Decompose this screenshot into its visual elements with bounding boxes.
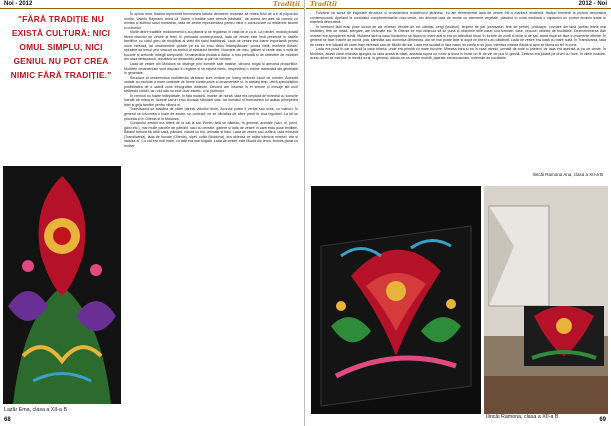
right-page — [306, 0, 611, 426]
paragraph: Structura și ornamentica mobilierului țărănesc sunt unitare pe întreg teritoriul locuit de români. Această unitate nu exclude o mare varietate de forme constructive și ornamentale și, în același timp, oferă specialiștilor posibilitatea de a stabili zone etnografice distincte. Decorul are înscrise în el semne și mesaje ale unei străvechi culturi, iar rolul său nu este doar estetic, ci și protector. — [124, 75, 298, 94]
paragraph: Transilvania se stabilea de către părinții viitorilor tineri. Acordul putea fi verbal sau scris, cu martori. În general se întocmea o foaie de zestre, un contract, ce se oficializa de către preot în ziua logodnei. La fel se proceda și în Oltenia și în Moldova. — [124, 107, 298, 121]
image-caption: Ilincăi Ramona, clasa a XII-a B — [486, 414, 559, 420]
header-issue: 2012 - Noi — [578, 1, 607, 7]
left-page-header — [0, 0, 304, 9]
room-illustration — [484, 186, 608, 414]
paragraph: În vremuri nu foarte îndepărtate, în fața noastră, înainte de nuntă, lada era umplută de mireasă cu lucrurile lucrate de mâna ei. Aceste lucruri erau dovada hărniciei sale, iar numărul și frumusețea lor arătau priceperea fetei și grija familiei pentru viitorul ei. — [124, 93, 298, 107]
paragraph: Lada era pusă în car și dusă la casa mirelui, unde era primită cu mare bucurie. Mireasa intra și ea în casa mirelui, urmată de rude și prieteni, iar lada era așezată la loc de cinste. În Moldova, atunci când mireasa ajungea cu lada acasă la băiat, aceasta rupea un colac și ținea în brațe un fir de vin de pus în grindă. Zestrea era jucată pe drum cu hore. În zilele noastre, acest obicei se mai ține în mediul rural, în general, dându-se ca zestre mobilă, aparate electrocasnice, ustensile de bucătărie. — [310, 47, 606, 61]
author-signature: Ilincăi Ramona Ana, clasa a XII-a B — [532, 172, 603, 177]
paragraph: Lada de zestre din Moldova se distinge prin formele sale masive, decorul bogat și armonia proporțiilor. Motivele ornamentale sunt dispuse în registre și se repetă ritmic, respectând o ordine transmisă din generație în generație. — [124, 62, 298, 76]
right-page-header — [306, 0, 611, 9]
page-number: 68 — [4, 417, 11, 423]
paragraph: În interiorul lăzii erau puse lucruri de ale miresei, fiecare de ea: cămăși, cergi (țesături), lenjerie de pat (cearșafuri, fețe de perne), prosoape, covoare din lână (aveau fetele mai înstărite), fețe de masă, ștergare, ațe înrămate etc. În Oltenia se mai obișnuia să se pună și obiectele utile casei nou-formate: vase, ceaune, obiecte de bucătărie. Dezmembrarea lăzii miresei era apropierea nunții. Mutarea lăzii la casa încuscrilor se făcea cu mare alai și era un adevărat ritual. În funcție de zonă și chiar și de sat, acest ritual se face în momente diferite. În general se face înainte de nuntă, joia, sâmbăta sau duminica dimineața, dar se mai poate face și după ce tinerii s-au căsătorit. Lada de zestre era luată cu mare suită. În Transilvania, lada de zestre era ridicată de câtre frații mireasei sau de flăcăii din sat. Lada era scoasă în fața casei, se cânta și se juca, mireasa cinstea flăcăii și apoi se făcea un fel în curte. — [310, 24, 606, 47]
image-caption: Lazăr Ema, clasa a XII-a B — [4, 407, 68, 413]
painted-chest-illustration — [311, 186, 481, 414]
folk-motif-illustration — [3, 166, 121, 404]
right-article-body — [310, 11, 606, 131]
paragraph: Multe dintre tradițiile moldovenești s-au păstrat și se regăsesc în viața de zi cu zi. La români, mobila pictată făcea obiectul de zestre al fetei. În perioada contemporană, lada de zestre este încă prezentă în casele familiilor, cu ciclul greu de modificat al vieții din satul tradițional. Lada de zestre era foarte importantă pentru orice mireasă, iar ornamentele pictate pe ea nu erau deloc întâmplătoare: pomul vieții, motivele florale, spiralele au trecut prin veacuri ca simbol al statutului familiei. Nuanțele de roșu, galben și verde dau o notă de bucurie și armonie întregii compoziții. Ornamentica pictată a lăzilor a fost preluată și de obiectele de mobilier din casa țărănească, rezultând un ansamblu unitar și plin de culoare. — [124, 30, 298, 62]
header-section: Tradiții — [273, 0, 300, 8]
left-article-body — [124, 12, 298, 410]
header-issue: Noi - 2012 — [4, 1, 33, 7]
room-photo — [484, 186, 608, 414]
paragraph: În opinia mea, tradiția reprezintă frumusețea satului deoarece reușește să redea felul de a fi al poporului nostru. Valeriu Râpeanu zicea că "Avem o tradiție care trebuie păstrată", de aceea am ales să cunosc cu mintea și sufletul satul românesc, lada de zestre reprezentând pentru mine o comunicare cu misterele istoriei și culturilor. — [124, 12, 298, 30]
pull-quote: "FĂRĂ TRADIȚIE NU EXISTĂ CULTURĂ: NICI OMUL SIMPLU, NICI GENIUL NU POT CREA NIMIC FĂRĂ TRADIȚIE." — [10, 14, 112, 80]
painted-chest-artwork — [3, 166, 121, 404]
header-section: Tradiții — [310, 0, 337, 8]
paragraph: Conținutul zestrei era diferit de la sat la sat. Pentru fată se dădeau, în general, animale (vaci, oi, porci, găini etc.), mai multe parcele de pământ, saci cu cereale, gatiere și lada de zestre în care erau puse textilele. Băiatul trebuia să aibă casă, pământ, căruță cu boi, animale și bani. Lada de zestre sau cufărul, lada mireasă (Transilvania), lada de bucate (Oltenia), sipet, cufăr (Moldova), era obiectul ce arăta hărnicia miresei, dar și statutul ei. Cu cât era mai mare, cu atât era mai bogată. Lada de zestre este făcută din lemn, frumos pictat cu motive — [124, 121, 298, 148]
paragraph: Folosind ca sursă de inspirație structura și ornamentica mobilierului țărănesc, eu am reinterpretat lada de zestre într-o manieră modernă, făcând trimitere la pictura decorativă contemporană. Apelând la contrastul complementarilor roșu-verde, am decorat lada de zestre cu elemente vegetale, plasând în zona mediană o capacelul un portret feminin tratat în manieră decorativă. — [310, 11, 606, 25]
left-page — [0, 0, 305, 426]
painted-chest-photo — [311, 186, 481, 414]
page-number: 69 — [599, 417, 606, 423]
